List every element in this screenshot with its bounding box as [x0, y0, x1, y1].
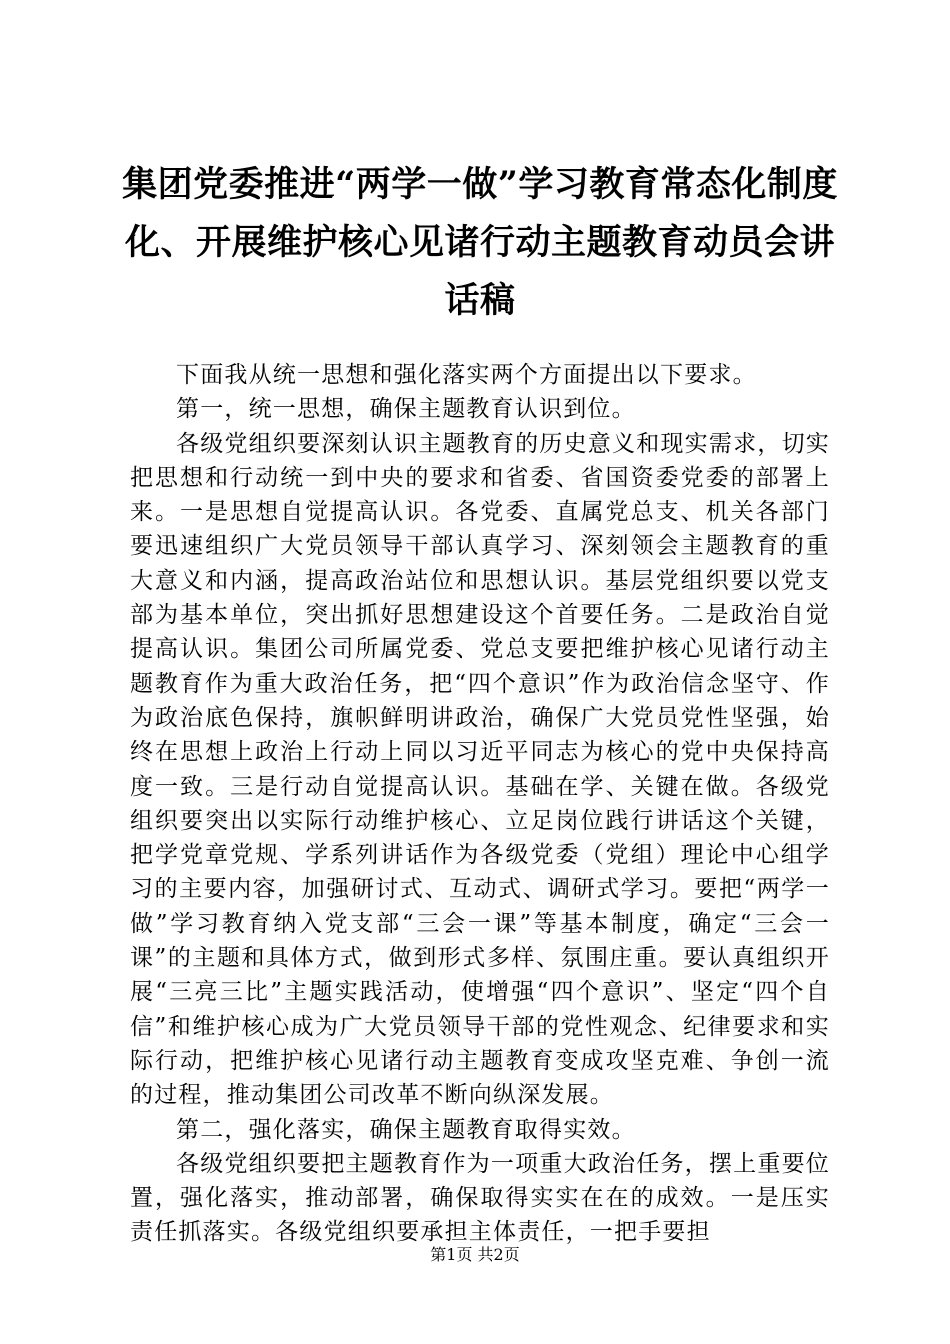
page-number-footer: 第1页 共2页 [430, 1245, 520, 1264]
document-title: 集团党委推进“两学一做”学习教育常态化制度化、开展维护核心见诸行动主题教育动员会讲话稿 [122, 164, 838, 321]
paragraph: 下面我从统一思想和强化落实两个方面提出以下要求。 [176, 362, 757, 388]
paragraph: 各级党组织要把主题教育作为一项重大政治任务，摆上重要位置，强化落实，推动部署，确保取得实实在在的成效。一是压实责任抓落实。各级党组织要承担主体责任，一把手要担 [130, 1150, 830, 1246]
paragraph: 各级党组织要深刻认识主题教育的历史意义和现实需求，切实把思想和行动统一到中央的要求和省委、省国资委党委的部署上来。一是思想自觉提高认识。各党委、直属党总支、机关各部门要迅速组织广大党员领导干部认真学习、深刻领会主题教育的重大意义和内涵，提高政治站位和思想认识。基层党组织要以党支部为基本单位，突出抓好思想建设这个首要任务。二是政治自觉提高认识。集团公司所属党委、党总支要把维护核心见诸行动主题教育作为重大政治任务，把“四个意识”作为政治信念坚守、作为政治底色保持，旗帜鲜明讲政治，确保广大党员党性坚强，始终在思想上政治上行动上同以习近平同志为核心的党中央保持高度一致。三是行动自觉提高认识。基础在学、关键在做。各级党组织要突出以实际行动维护核心、立足岗位践行讲话这个关键，把学党章党规、学系列讲话作为各级党委（党组）理论中心组学习的主要内容，加强研讨式、互动式、调研式学习。要把“两学一做”学习教育纳入党支部“三会一课”等基本制度，确定“三会一课”的主题和具体方式，做到形式多样、氛围庄重。要认真组织开展“三亮三比”主题实践活动，使增强“四个意识”、坚定“四个自信”和维护核心成为广大党员领导干部的党性观念、纪律要求和实际行动，把维护核心见诸行动主题教育变成攻坚克难、争创一流的过程，推动集团公司改革不断向纵深发展。 [130, 430, 830, 1109]
paragraph: 第二，强化落实，确保主题教育取得实效。 [176, 1116, 636, 1143]
document-body [130, 358, 830, 1250]
paragraph: 第一，统一思想，确保主题教育认识到位。 [176, 396, 636, 423]
